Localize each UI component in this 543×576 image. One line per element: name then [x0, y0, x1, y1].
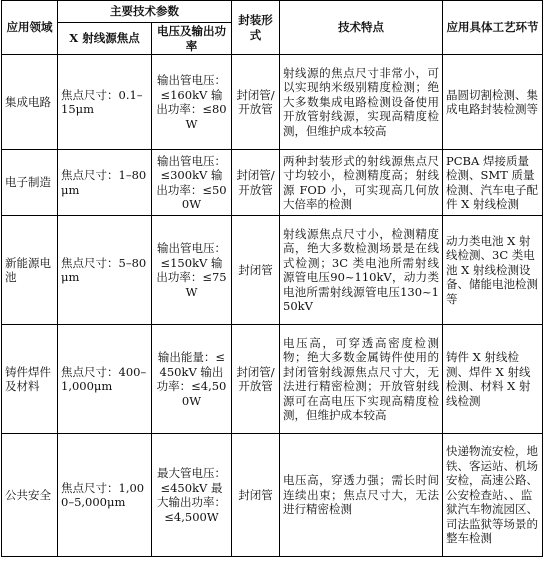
cell-voltage: 输出管电压：≤160kV 输出功率：≤80W	[152, 55, 232, 150]
cell-domain: 电子制造	[2, 150, 58, 216]
cell-domain: 铸件焊件及材料	[2, 325, 58, 434]
header-package: 封装形式	[232, 1, 280, 55]
cell-focal: 焦点尺寸：400–1,000μm	[58, 325, 152, 434]
cell-domain: 公共安全	[2, 434, 58, 557]
cell-process: 晶圆切割检测、集成电路封装检测等	[443, 55, 543, 150]
cell-voltage: 输出管电压：≤300kV 输出功率：≤500W	[152, 150, 232, 216]
cell-process: 快递物流安检，地铁、客运站、机场安检，高速公路、公安检查站、、监狱汽车物流园区、司法监狱等场景的整车检测	[443, 434, 543, 557]
table-row	[2, 150, 543, 216]
cell-package: 封闭管	[232, 434, 280, 557]
cell-features: 电压高，穿透力强；需长时间连续出束；焦点尺寸大，无法进行精密检测	[280, 434, 443, 557]
cell-features: 射线源焦点尺寸小，检测精度高，绝大多数检测场景是在线式检测；3C 类电池所需射线源管电压90~110kV，动力类电池所需射线源管电压130~150kV	[280, 216, 443, 325]
cell-domain: 集成电路	[2, 55, 58, 150]
cell-focal: 焦点尺寸：0.1–15μm	[58, 55, 152, 150]
table-row	[2, 434, 543, 557]
cell-package: 封闭管/开放管	[232, 150, 280, 216]
cell-features: 电压高，可穿透高密度检测物；绝大多数金属铸件使用的封闭管射线源焦点尺寸大，无法进行精密检测；开放管射线源可在高电压下实现高精度检测，但维护成本较高	[280, 325, 443, 434]
header-focal: X 射线源焦点	[58, 23, 152, 55]
table-row	[2, 325, 543, 434]
header-domain: 应用领域	[2, 1, 58, 55]
table-row	[2, 216, 543, 325]
cell-domain: 新能源电池	[2, 216, 58, 325]
header-features: 技术特点	[280, 1, 443, 55]
cell-package: 封闭管	[232, 216, 280, 325]
cell-features: 射线源的焦点尺寸非常小，可以实现纳米级别精度检测；绝大多数集成电路检测设备使用开放管射线源，实现高精度检测，但维护成本较高	[280, 55, 443, 150]
header-voltage-power: 电压及输出功率	[152, 23, 232, 55]
cell-voltage: 输出能量：≤450kV 输出功率：≤4,500W	[152, 325, 232, 434]
table-row	[2, 55, 543, 150]
cell-voltage: 最大管电压：≤450kV 最大输出功率：≤4,500W	[152, 434, 232, 557]
cell-focal: 焦点尺寸：1,000–5,000μm	[58, 434, 152, 557]
cell-process: PCBA 焊接质量检测、SMT 质量检测、汽车电子配件 X 射线检测	[443, 150, 543, 216]
cell-package: 封闭管/开放管	[232, 55, 280, 150]
header-process: 应用具体工艺环节	[443, 1, 543, 55]
cell-focal: 焦点尺寸：1–80μm	[58, 150, 152, 216]
cell-focal: 焦点尺寸：5–80μm	[58, 216, 152, 325]
x-ray-application-table	[1, 0, 543, 557]
header-main-params: 主要技术参数	[58, 1, 232, 23]
cell-voltage: 输出管电压：≤150kV 输出功率：≤75W	[152, 216, 232, 325]
cell-process: 动力类电池 X 射线检测、3C 类电池 X 射线检测设备、储能电池检测等	[443, 216, 543, 325]
cell-package: 封闭管/开放管	[232, 325, 280, 434]
cell-process: 铸件 X 射线检测、焊件 X 射线检测、材料 X 射线检测	[443, 325, 543, 434]
cell-features: 两种封装形式的射线源焦点尺寸均较小，检测精度高；射线源 FOD 小，可实现高几何放大倍率的检测	[280, 150, 443, 216]
